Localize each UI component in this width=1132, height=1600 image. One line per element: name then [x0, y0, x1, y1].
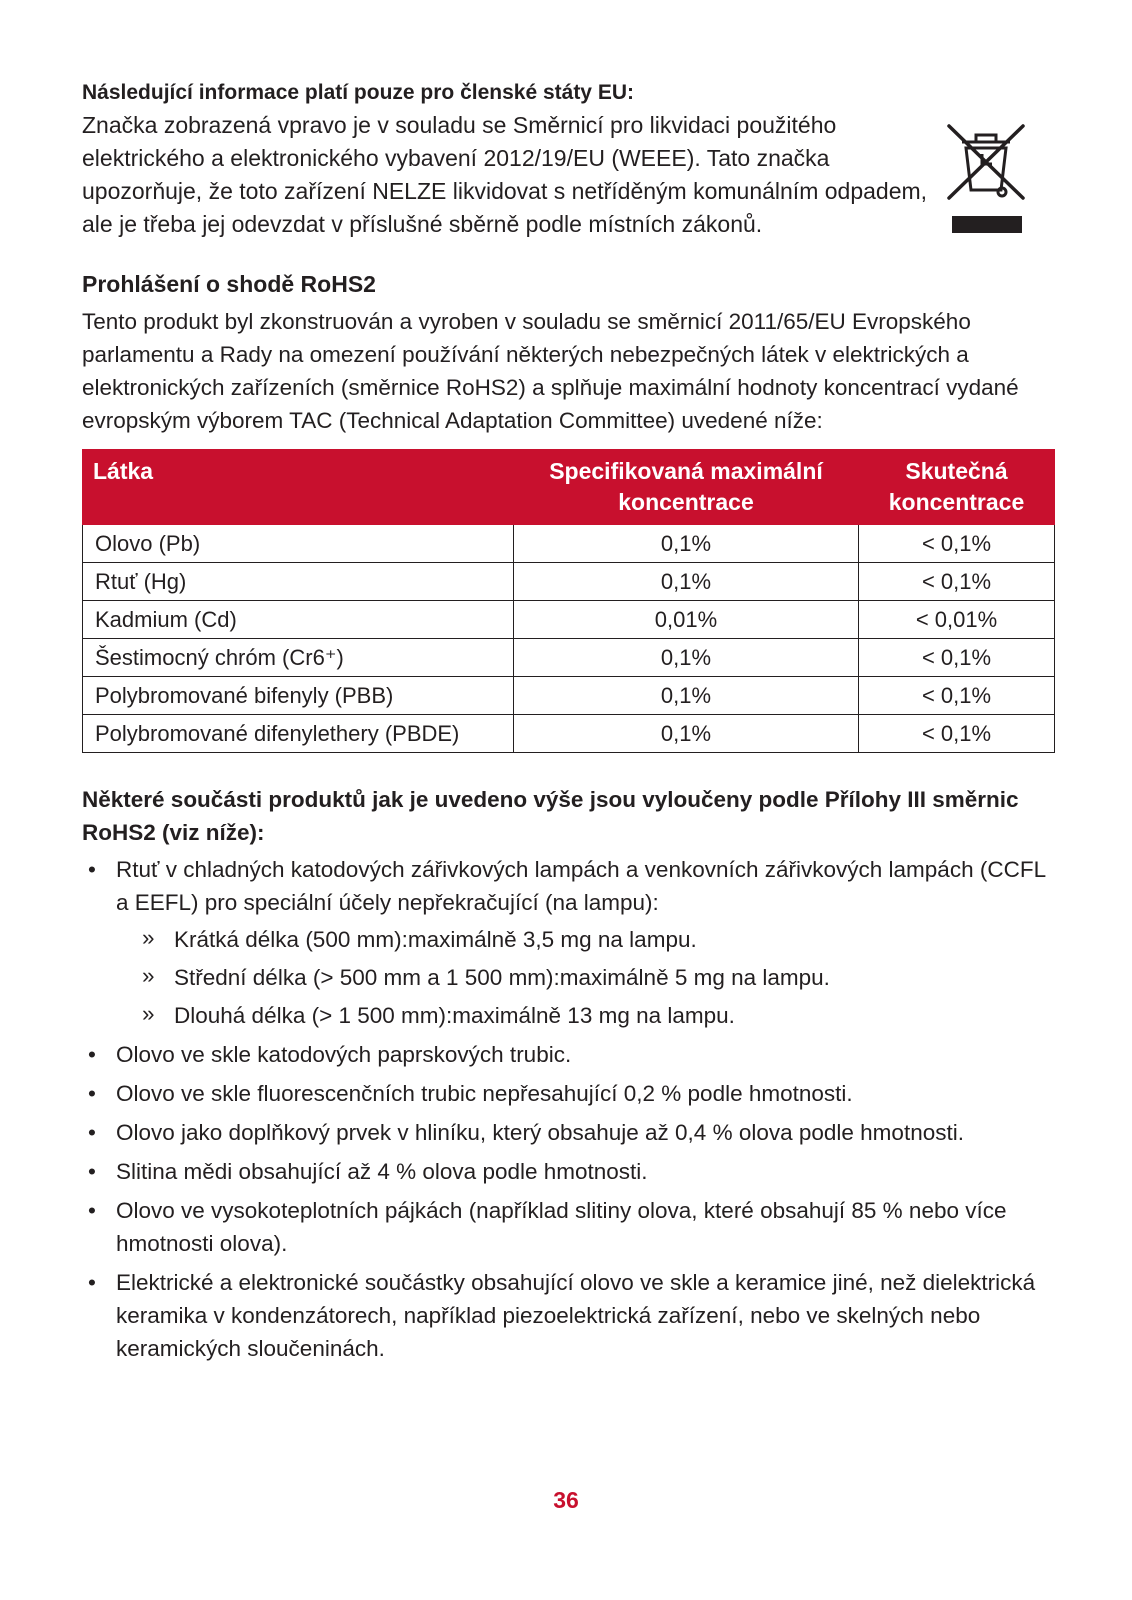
eu-notice-heading: Následující informace platí pouze pro členské státy EU: [82, 81, 634, 104]
table-cell: 0,1% [514, 677, 859, 715]
table-cell: 0,1% [514, 715, 859, 753]
document-page [82, 76, 1054, 1371]
sub-list-item-text: Krátká délka (500 mm):maximálně 3,5 mg na lampu. [174, 927, 697, 952]
table-cell: < 0,01% [859, 601, 1055, 639]
list-item-text: Olovo ve skle fluorescenčních trubic nepřesahující 0,2 % podle hmotnosti. [116, 1081, 853, 1106]
table-row [83, 563, 1055, 601]
double-chevron-icon: » [142, 1001, 155, 1026]
table-row [83, 601, 1055, 639]
list-item [82, 1038, 1054, 1071]
list-item-text: Rtuť v chladných katodových zářivkových lampách a venkovních zářivkových lampách (CCFL a EEFL) pro speciální účely nepřekračující (na lampu): [116, 857, 1046, 915]
bullet-icon: • [88, 1270, 96, 1295]
table-cell: < 0,1% [859, 677, 1055, 715]
table-cell: Rtuť (Hg) [83, 563, 514, 601]
list-item [82, 853, 1054, 1032]
table-cell: 0,1% [514, 563, 859, 601]
list-item-text: Olovo ve skle katodových paprskových trubic. [116, 1042, 572, 1067]
table-row [83, 677, 1055, 715]
lamp-length-sublist [116, 923, 1054, 1032]
sub-list-item-text: Dlouhá délka (> 1 500 mm):maximálně 13 mg na lampu. [174, 1003, 735, 1028]
list-item [82, 1155, 1054, 1188]
bullet-icon: • [88, 857, 96, 882]
bullet-icon: • [88, 1081, 96, 1106]
table-cell: 0,1% [514, 639, 859, 677]
table-cell: < 0,1% [859, 525, 1055, 563]
table-cell: < 0,1% [859, 639, 1055, 677]
list-item [82, 1116, 1054, 1149]
table-cell: Šestimocný chróm (Cr6⁺) [83, 639, 514, 677]
page-number: 36 [553, 1487, 579, 1513]
exemptions-list [82, 853, 1054, 1365]
sub-list-item [116, 923, 1054, 956]
table-row [83, 525, 1055, 563]
column-header-actual: Skutečná koncentrace [859, 450, 1055, 525]
bullet-icon: • [88, 1159, 96, 1184]
eu-notice-text: Značka zobrazená vpravo je v souladu se Směrnicí pro likvidaci použitého elektrického a elektronického vybavení 2012/19/EU (WEEE). Tato značka upozorňuje, že toto zařízení NELZE likvidovat s netříděným komunálním odpadem, ale je třeba jej odevzdat v příslušné sběrně podle místních zákonů. [82, 112, 928, 237]
table-row [83, 715, 1055, 753]
table-cell: Olovo (Pb) [83, 525, 514, 563]
column-header-substance: Látka [83, 450, 514, 525]
double-chevron-icon: » [142, 925, 155, 950]
table-cell: < 0,1% [859, 563, 1055, 601]
double-chevron-icon: » [142, 963, 155, 988]
eu-notice-section [82, 76, 1054, 241]
rohs-concentration-table [82, 449, 1055, 753]
sub-list-item [116, 961, 1054, 994]
table-cell: Polybromované bifenyly (PBB) [83, 677, 514, 715]
list-item-text: Elektrické a elektronické součástky obsahující olovo ve skle a keramice jiné, než dielektrická keramika v kondenzátorech, například piezoelektrická zařízení, nebo ve skelných nebo keramických sloučeninách. [116, 1270, 1036, 1361]
rohs-heading: Prohlášení o shodě RoHS2 [82, 271, 376, 297]
bullet-icon: • [88, 1198, 96, 1223]
list-item [82, 1077, 1054, 1110]
column-header-specified-max: Specifikovaná maximální koncentrace [514, 450, 859, 525]
rohs-text: Tento produkt byl zkonstruován a vyroben v souladu se směrnicí 2011/65/EU Evropského parlamentu a Rady na omezení používání některých nebezpečných látek v elektrických a elektronických zařízeních (směrnice RoHS2) a splňuje maximální hodnoty koncentrací vydané evropským výborem TAC (Technical Adaptation Committee) uvedené níže: [82, 309, 1019, 433]
table-cell: Kadmium (Cd) [83, 601, 514, 639]
table-cell: Polybromované difenylethery (PBDE) [83, 715, 514, 753]
list-item [82, 1266, 1054, 1365]
list-item-text: Olovo ve vysokoteplotních pájkách (například slitiny olova, které obsahují 85 % nebo více hmotnosti olova). [116, 1198, 1007, 1256]
table-header-row [83, 450, 1055, 525]
table-row [83, 639, 1055, 677]
exemptions-heading: Některé součásti produktů jak je uvedeno výše jsou vyloučeny podle Přílohy III směrnic RoHS2 (viz níže): [82, 787, 1019, 845]
table-cell: 0,1% [514, 525, 859, 563]
list-item-text: Olovo jako doplňkový prvek v hliníku, který obsahuje až 0,4 % olova podle hmotnosti. [116, 1120, 964, 1145]
sub-list-item [116, 999, 1054, 1032]
sub-list-item-text: Střední délka (> 500 mm a 1 500 mm):maximálně 5 mg na lampu. [174, 965, 830, 990]
bullet-icon: • [88, 1042, 96, 1067]
table-cell: 0,01% [514, 601, 859, 639]
bullet-icon: • [88, 1120, 96, 1145]
table-cell: < 0,1% [859, 715, 1055, 753]
list-item [82, 1194, 1054, 1260]
list-item-text: Slitina mědi obsahující až 4 % olova podle hmotnosti. [116, 1159, 648, 1184]
crossed-out-wheelie-bin-icon [946, 118, 1026, 242]
